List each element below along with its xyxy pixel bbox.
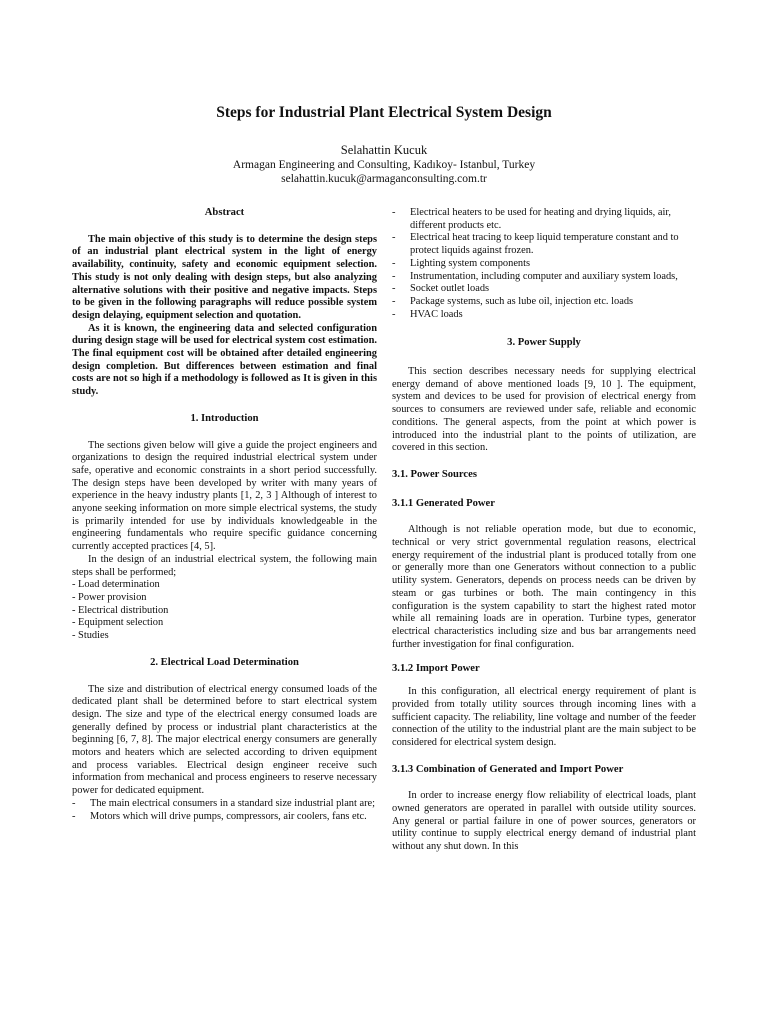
list-item: - Studies: [72, 630, 109, 642]
combination-power-paragraph: In order to increase energy flow reliability of electrical loads, plant owned generators are operated in parallel with outside utility sources. Any general or partial failure in one of power sources, generators or utility continue to supply electrical energy demand of industrial plant without any shut down. In this: [392, 790, 696, 853]
list-item: - Motors which will drive pumps, compressors, air coolers, fans etc.: [72, 810, 367, 822]
consumers-list-right: [392, 207, 696, 321]
section-3-1-2-heading: 3.1.2 Import Power: [392, 663, 480, 675]
section-3-1-1-heading: 3.1.1 Generated Power: [392, 497, 495, 509]
paper-header: [0, 103, 768, 186]
intro-paragraph-1: The sections given below will give a guide the project engineers and organizations to design the required industrial electrical system under safe, operative and economic constraints in a short period successfully. The design steps have been developed by writer with many years of experience in the heavy industry plants [1, 2, 3 ] Although of interest to anyone seeking information on more simple electrical systems, the study is primarily intended for use by individuals knowledgeable in the engineering fundamentals who require specific guidance concerning currently accepted practices [4, 5].: [72, 439, 377, 553]
abstract-paragraph-1: The main objective of this study is to determine the design steps of an industrial plant electrical system in the light of energy availability, continuity, safety and economic equipment selection. This study is not only dealing with design steps, but also analyzing alternative solutions with their positive and negative impacts. Steps to be given in the following paragraphs will reduce possible system design delaying, equipment selection and quotation.: [72, 233, 377, 321]
abstract-paragraph-2: As it is known, the engineering data and selected configuration during design stage will be used for electrical system cost estimation. The final equipment cost will be obtained after detailed engineering design completion. But differences between estimation and final costs are not so high if a methodology is followed as It is given in this study.: [72, 322, 377, 398]
list-item: - Power provision: [72, 591, 147, 603]
load-paragraph-1: The size and distribution of electrical energy consumed loads of the dedicated plant shall be determined before to start electrical system design. The size and type of the electrical energy consumed loads are generally defined by process or industrial plant characteristics at the beginning [6, 7, 8]. The major electrical energy consumers are generally motors and heaters which are selected according to driven equipment and process variables. Electrical design engineer receive such information from mechanical and process engineers to reserve necessary power for dedicated equipment.: [72, 683, 377, 797]
list-item: - HVAC loads: [392, 308, 463, 320]
list-item: - Electrical heaters to be used for heating and drying liquids, air, different products etc.: [392, 207, 671, 231]
consumers-list-left: [72, 798, 377, 823]
right-column: [392, 207, 696, 854]
author-email: selahattin.kucuk@armaganconsulting.com.tr: [281, 173, 487, 185]
section-2-heading: 2. Electrical Load Determination: [150, 656, 299, 668]
list-item: - Socket outlet loads: [392, 283, 490, 295]
list-item: - Electrical distribution: [72, 604, 169, 616]
section-3-1-3-heading: 3.1.3 Combination of Generated and Import Power: [392, 763, 624, 775]
author-affiliation: Armagan Engineering and Consulting, Kadıkoy- Istanbul, Turkey: [232, 159, 536, 171]
list-item: - Lighting system components: [392, 257, 531, 269]
left-column: [72, 207, 377, 823]
abstract-heading: Abstract: [204, 207, 245, 218]
section-3-heading: 3. Power Supply: [507, 337, 581, 349]
paper-title: Steps for Industrial Plant Electrical System Design: [216, 104, 552, 121]
author-name: Selahattin Kucuk: [340, 143, 428, 157]
list-item: - Equipment selection: [72, 617, 164, 629]
section-3-1-heading: 3.1. Power Sources: [392, 468, 477, 480]
section-1-heading: 1. Introduction: [190, 412, 259, 424]
design-steps-list: [72, 579, 377, 643]
list-item: - Instrumentation, including computer and auxiliary system loads,: [392, 270, 678, 282]
list-item: - The main electrical consumers in a standard size industrial plant are;: [72, 797, 376, 809]
list-item: - Load determination: [72, 579, 160, 591]
supply-paragraph-1: This section describes necessary needs for supplying electrical energy demand of above mentioned loads [9, 10 ]. The equipment, system and devices to be used for provision of electrical energy from sources to consumers are reviewed under safe, reliable and economic conditions. The general aspects, from the point at which power is introduced into the industrial plant to the points of utilization, are covered in this section.: [392, 366, 696, 454]
intro-paragraph-2: In the design of an industrial electrical system, the following main steps shall be performed;: [72, 553, 377, 578]
list-item: - Package systems, such as lube oil, injection etc. loads: [392, 295, 634, 307]
generated-power-paragraph: Although is not reliable operation mode, but due to economic, technical or very strict governmental regulation reasons, electrical energy requirement of the industrial plant is produced totally from one or generally more than one Generators without connection to a public utility system. Generators, depends on process needs can be driven by steam or gas turbines or both. The main contingency in this configuration is the system capability to start the highest rated motor while all remaining loads are in operation. Turbine types, generator electrical characteristics including size and bus bar arrangements need further investigation for final configuration.: [392, 524, 696, 650]
list-item: - Electrical heat tracing to keep liquid temperature constant and to protect liquids against frozen.: [392, 232, 679, 257]
import-power-paragraph: In this configuration, all electrical energy requirement of plant is provided from totally utility sources through incoming lines with a sufficient capacity. The reliability, line voltage and number of the feeder connection of the utility to the industrial plant are the main subject to be considered for electrical system design.: [392, 686, 696, 748]
